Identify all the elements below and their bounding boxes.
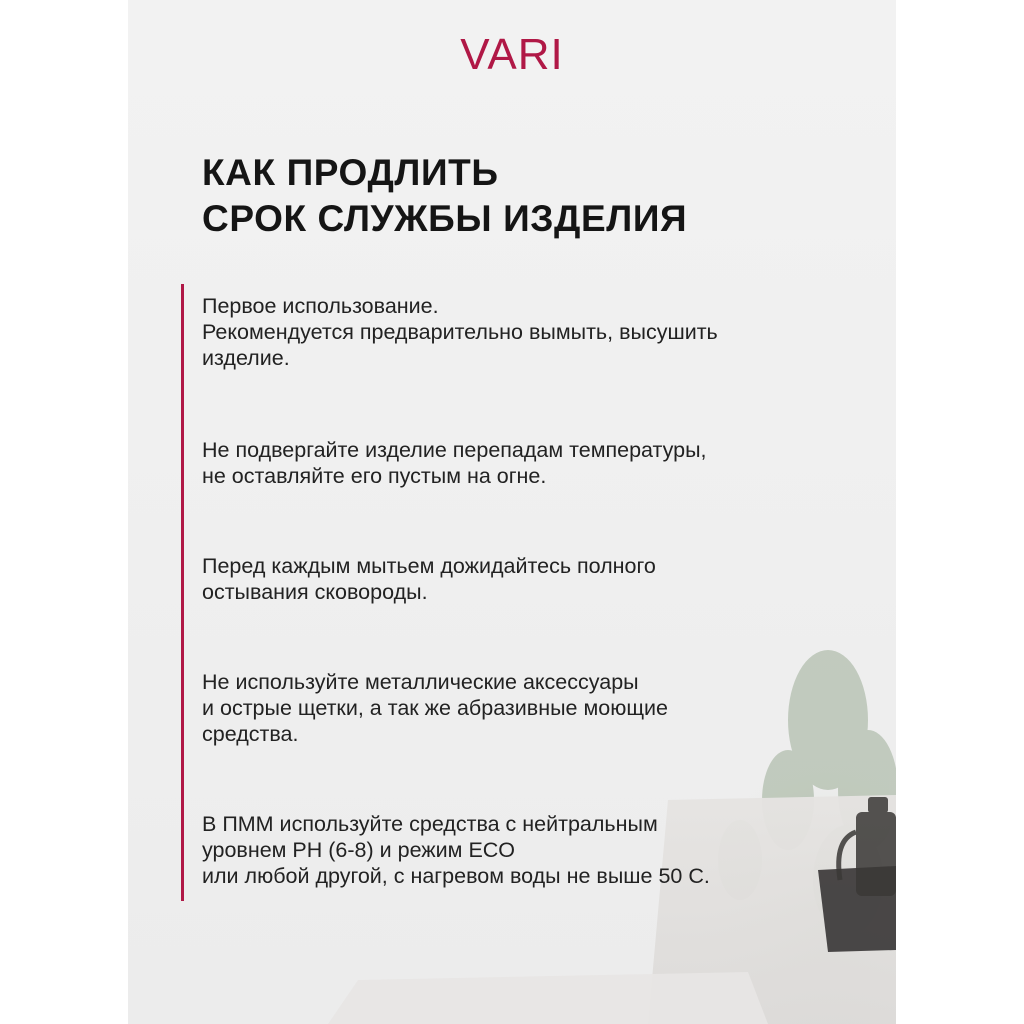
tip-cooling <box>202 553 656 605</box>
tip-temperature <box>202 437 707 489</box>
tip-first-use <box>202 293 718 371</box>
tip-line: Не подвергайте изделие перепадам температуры, <box>202 438 707 462</box>
title-line-2: СРОК СЛУЖБЫ ИЗДЕЛИЯ <box>202 198 688 239</box>
tip-line: и острые щетки, а так же абразивные моющие <box>202 696 668 720</box>
tip-line: уровнем PH (6-8) и режим ECO <box>202 838 516 862</box>
tip-line: Перед каждым мытьем дожидайтесь полного <box>202 554 656 578</box>
tip-line: изделие. <box>202 346 290 370</box>
tip-accessories <box>202 669 668 747</box>
tip-line: Первое использование. <box>202 294 439 318</box>
title-line-1: КАК ПРОДЛИТЬ <box>202 152 499 193</box>
tip-line: В ПММ используйте средства с нейтральным <box>202 812 658 836</box>
accent-divider <box>181 284 184 901</box>
tip-line: остывания сковороды. <box>202 580 428 604</box>
tip-line: или любой другой, с нагревом воды не выше 50 С. <box>202 864 710 888</box>
tip-line: Не используйте металлические аксессуары <box>202 670 639 694</box>
brand-logo: VARI <box>460 30 564 79</box>
info-card <box>128 0 896 1024</box>
page-title <box>202 150 687 242</box>
tip-line: средства. <box>202 722 299 746</box>
tip-line: Рекомендуется предварительно вымыть, высушить <box>202 320 718 344</box>
tip-line: не оставляйте его пустым на огне. <box>202 464 547 488</box>
tip-dishwasher <box>202 811 710 889</box>
